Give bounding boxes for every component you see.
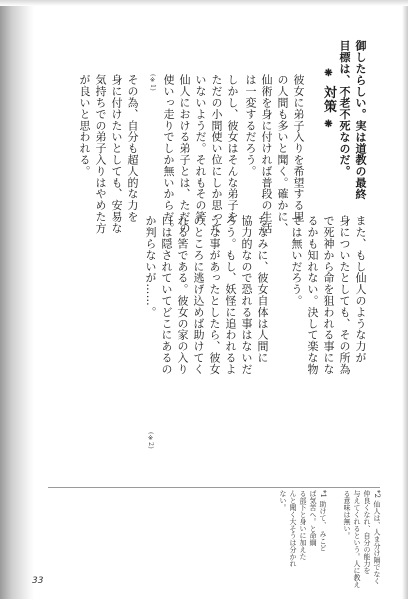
upper-line: 仙術を身に付ければ普段の生活 (260, 74, 273, 234)
section-heading (314, 68, 338, 131)
lower-line: れる筈である。彼女の家の入り (176, 215, 189, 375)
lower-line: のところに逃げ込めば助けてく (192, 215, 205, 375)
binding-shadow (0, 0, 34, 599)
lower-line: また、もし仙人のような力が (354, 215, 367, 364)
upper-line: 仙人における弟子とは、ただの (178, 74, 191, 234)
upper-line: その為、自分も超人的な力を (126, 74, 139, 223)
heading-text: 対策 (321, 85, 336, 114)
lower-line: 協力的なので恐れる事はないだ (240, 215, 253, 375)
edge-shadow (402, 0, 408, 599)
upper-line: 身に付けたいとしても、安易な (110, 74, 123, 234)
lower-line: 口は隠されていてどこにあるの (160, 215, 173, 375)
sidenote-line: 仲良くなれ、自分の能力を (363, 490, 371, 574)
lower-line: か判らないが……。 (144, 215, 157, 318)
ornament-icon: ❋ (323, 119, 334, 132)
upper-line: 使いっ走りでしか無いからだ。 (162, 74, 175, 234)
footnote-divider (48, 487, 380, 488)
upper-line: いないようだ。それもその筈、 (194, 74, 207, 234)
lower-line: ちなみに、彼女自体は人間に (256, 215, 269, 364)
ornament-icon: ❋ (323, 68, 334, 80)
lower-line: ろう。もし、妖怪に追われるよ (224, 215, 237, 375)
sidenote-line: ない。 (279, 490, 287, 511)
lower-line: で死神から命を狙われる事にな (322, 215, 335, 375)
sidenote-line: んと聞く大そうは分かれ (289, 490, 297, 567)
sidenote-line: る意味は無い。 (343, 490, 351, 539)
sidenote-line: *2 仙人は、人ま分け隔でなく (373, 490, 381, 585)
page-number: 33 (32, 576, 44, 586)
footnote-mark: (※1) (149, 74, 156, 92)
intro-line-2: 目標は、不老不死なのだ。 (338, 40, 351, 177)
lower-line: るかも知れない。決して楽な物 (306, 215, 319, 375)
sidenote-line: ば気苦へ。と命綱 (309, 490, 317, 546)
intro-line-1: 御したらしい。実は道教の最終 (354, 40, 367, 200)
top-shadow (0, 0, 408, 6)
lower-line: 身についたとしても、その所為 (338, 215, 351, 375)
upper-line: が良いと思われる。 (78, 74, 91, 177)
sidenote-line: 与えてくれるという。人に教え (353, 490, 361, 588)
upper-line: しかし、彼女はそんな弟子を (226, 74, 239, 223)
upper-line: 気持ちでの弟子入りはやめた方 (94, 74, 107, 234)
lower-line: では無いだろう。 (290, 215, 303, 307)
sidenote-line: る部下と身いに加えた (299, 490, 307, 560)
upper-line: ただの小間使い位にしか思って (210, 74, 223, 234)
sidenote-line: *1 助けて、 みこど (319, 490, 327, 552)
upper-line: 彼女に弟子入りを希望する里 (292, 74, 305, 223)
upper-line: の人間も多いと聞く。確かに、 (276, 74, 289, 234)
lower-line: うな事があったとしたら、彼女 (208, 215, 221, 375)
upper-line: は一変するだろう。 (244, 74, 257, 177)
footnote-mark: (※2) (147, 432, 154, 450)
